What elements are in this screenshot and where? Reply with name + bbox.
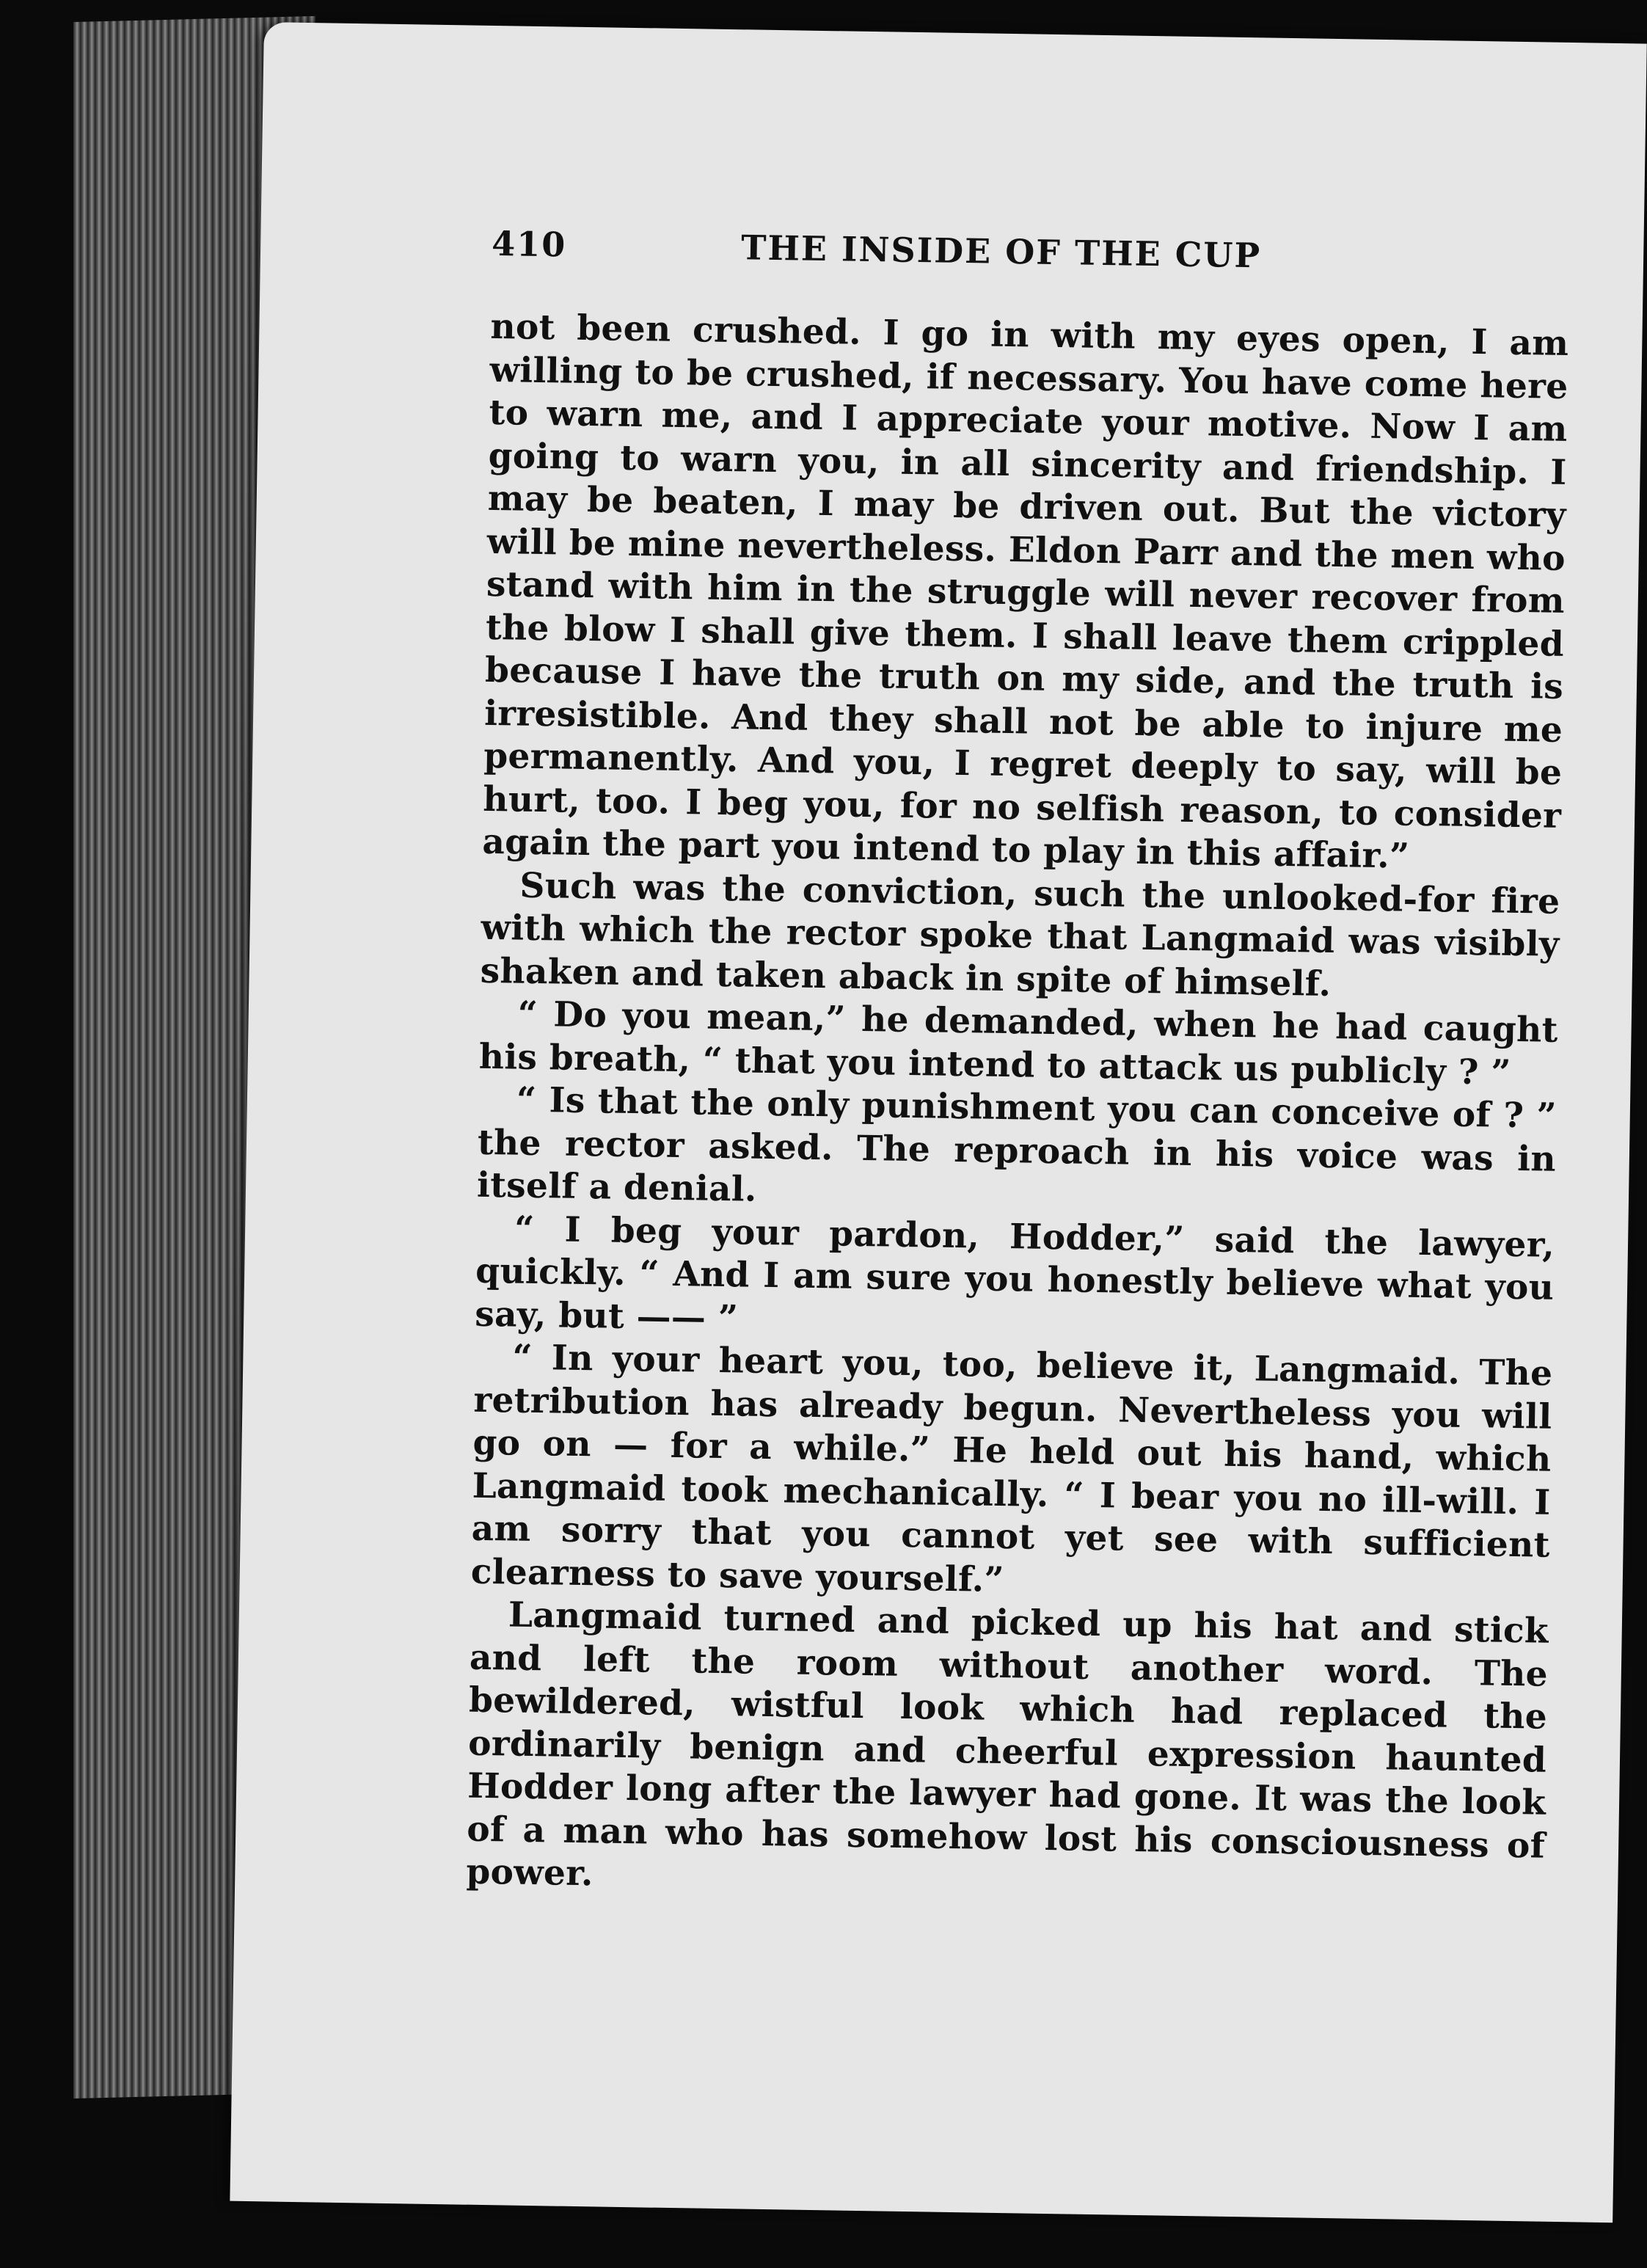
body-text — [466, 306, 1569, 1911]
paragraph: not been crushed. I go in with my eyes open, I am willing to be crushed, if necessary. You have come here to warn me, and I appreciate your motive. Now I am going to warn you, in all sincerity and friendship. I may be beaten, I may be driven out. But the victory will be mine nevertheless. Eldon Parr and the men who stand with him in the struggle will never recover from the blow I shall give them. I shall leave them crippled because I have the truth on my side, and the truth is irresistible. And they shall not be able to injure me permanently. And you, I regret deeply to say, will be hurt, too. I beg you, for no selfish reason, to consider again the part you intend to play in this affair.” — [482, 306, 1569, 877]
paragraph: “ In your heart you, too, believe it, Langmaid. The retribution has already begun. Nevertheless you will go on — for a while.” He held out his hand, which Langmaid took mechanically. “ I bear you no ill-will. I am sorry that you cannot yet see with sufficient clearness to save yourself.” — [470, 1337, 1553, 1600]
paragraph: “ Is that the only punishment you can conceive of ? ” the rector asked. The reproach in his voice was in itself a denial. — [476, 1079, 1557, 1210]
page-content — [466, 224, 1571, 1911]
running-head — [492, 224, 1571, 292]
paragraph: “ I beg your pardon, Hodder,” said the lawyer, quickly. “ And I am sure you honestly believe what you say, but —— ” — [474, 1208, 1555, 1338]
book-page — [230, 22, 1646, 2223]
running-title: THE INSIDE OF THE CUP — [740, 227, 1262, 276]
paragraph: “ Do you mean,” he demanded, when he had caught his breath, “ that you intend to attack us publicly ? ” — [478, 993, 1559, 1093]
paragraph: Such was the conviction, such the unlooked-for fire with which the rector spoke that Langmaid was visibly shaken and taken aback in spite of himself. — [480, 865, 1560, 1004]
paragraph: Langmaid turned and picked up his hat and stick and left the room without another word. The bewildered, wistful look which had replaced the ordinarily benign and cheerful expression haunted Hodder long after the lawyer had gone. It was the look of a man who has somehow lost his consciousness of power. — [466, 1594, 1549, 1895]
page-number: 410 — [491, 223, 567, 265]
